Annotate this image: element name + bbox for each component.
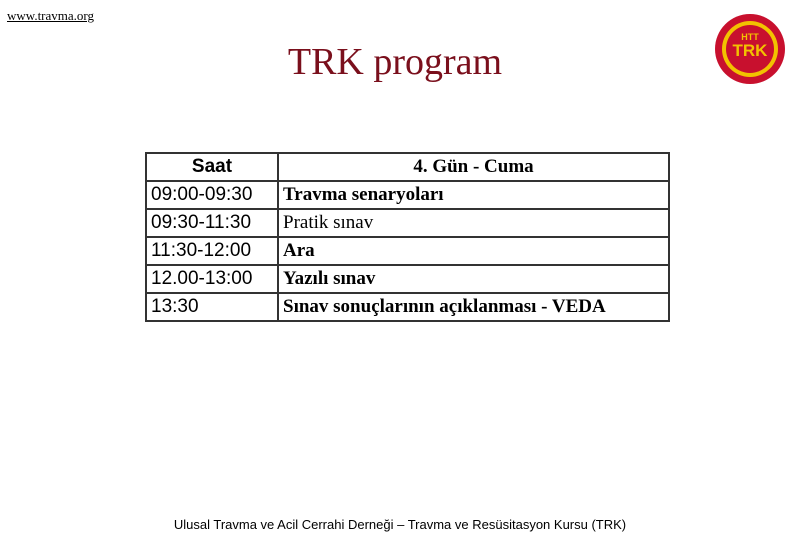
footer-text: Ulusal Travma ve Acil Cerrahi Derneği – Travma ve Resüsitasyon Kursu (TRK) — [173, 517, 627, 532]
row-activity: Yazılı sınav — [278, 265, 669, 293]
row-time: 12.00-13:00 — [146, 265, 278, 293]
row-time: 11:30-12:00 — [146, 237, 278, 265]
site-link[interactable]: www.travma.org — [7, 8, 95, 23]
row-activity: Pratik sınav — [278, 209, 669, 237]
table-row — [146, 237, 669, 265]
row-activity: Ara — [278, 237, 669, 265]
logo-main-text: TRK — [732, 41, 768, 60]
row-time: 13:30 — [146, 293, 278, 321]
trk-logo — [714, 13, 786, 85]
row-activity: Sınav sonuçlarının açıklanması - VEDA — [278, 293, 669, 321]
header-time: Saat — [146, 153, 278, 181]
header-day: 4. Gün - Cuma — [278, 153, 669, 181]
table-row — [146, 181, 669, 209]
row-time: 09:00-09:30 — [146, 181, 278, 209]
table-row — [146, 293, 669, 321]
row-activity: Travma senaryoları — [278, 181, 669, 209]
schedule-table — [145, 152, 670, 322]
logo-small-text: HTT — [741, 32, 759, 42]
page-title: TRK program — [287, 41, 503, 83]
table-row — [146, 209, 669, 237]
table-header-row — [146, 153, 669, 181]
row-time: 09:30-11:30 — [146, 209, 278, 237]
table-row — [146, 265, 669, 293]
